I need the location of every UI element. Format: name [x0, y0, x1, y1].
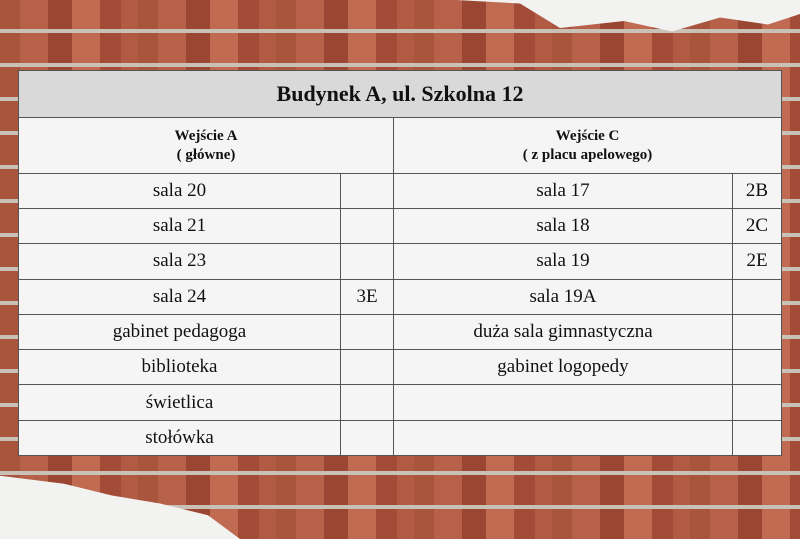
- table-row: [19, 314, 782, 349]
- left-room: sala 23: [19, 244, 341, 279]
- right-code: [733, 420, 782, 455]
- room-table-panel: [18, 70, 781, 456]
- left-room: gabinet pedagoga: [19, 314, 341, 349]
- table-row: [19, 385, 782, 420]
- right-room: duża sala gimnastyczna: [394, 314, 733, 349]
- left-room: sala 21: [19, 209, 341, 244]
- left-header-line1: Wejście A: [174, 127, 238, 144]
- left-room: biblioteka: [19, 350, 341, 385]
- table-row: [19, 350, 782, 385]
- right-room: sala 17: [394, 173, 733, 208]
- left-room: świetlica: [19, 385, 341, 420]
- right-code: 2E: [733, 244, 782, 279]
- left-code: [341, 420, 394, 455]
- table-row: [19, 279, 782, 314]
- right-room: gabinet logopedy: [394, 350, 733, 385]
- right-code: [733, 314, 782, 349]
- right-room: [394, 385, 733, 420]
- room-table: [18, 70, 782, 456]
- right-header-line2: ( z placu apelowego): [522, 146, 653, 163]
- left-header: [19, 118, 394, 173]
- right-header-line1: Wejście C: [555, 127, 620, 144]
- right-code: 2B: [733, 173, 782, 208]
- left-code: [341, 244, 394, 279]
- right-room: sala 19A: [394, 279, 733, 314]
- left-room: sala 20: [19, 173, 341, 208]
- left-code: [341, 209, 394, 244]
- right-room: [394, 420, 733, 455]
- right-room: sala 19: [394, 244, 733, 279]
- right-code: [733, 385, 782, 420]
- table-row: [19, 209, 782, 244]
- left-header-line2: ( główne): [176, 146, 236, 163]
- right-code: [733, 279, 782, 314]
- table-row: [19, 420, 782, 455]
- right-code: [733, 350, 782, 385]
- table-row: [19, 244, 782, 279]
- right-header: [394, 118, 782, 173]
- right-room: sala 18: [394, 209, 733, 244]
- left-code: [341, 385, 394, 420]
- left-code: [341, 173, 394, 208]
- table-row: [19, 173, 782, 208]
- left-code: 3E: [341, 279, 394, 314]
- left-code: [341, 314, 394, 349]
- left-room: sala 24: [19, 279, 341, 314]
- right-code: 2C: [733, 209, 782, 244]
- left-room: stołówka: [19, 420, 341, 455]
- left-code: [341, 350, 394, 385]
- table-title: Budynek A, ul. Szkolna 12: [19, 71, 782, 118]
